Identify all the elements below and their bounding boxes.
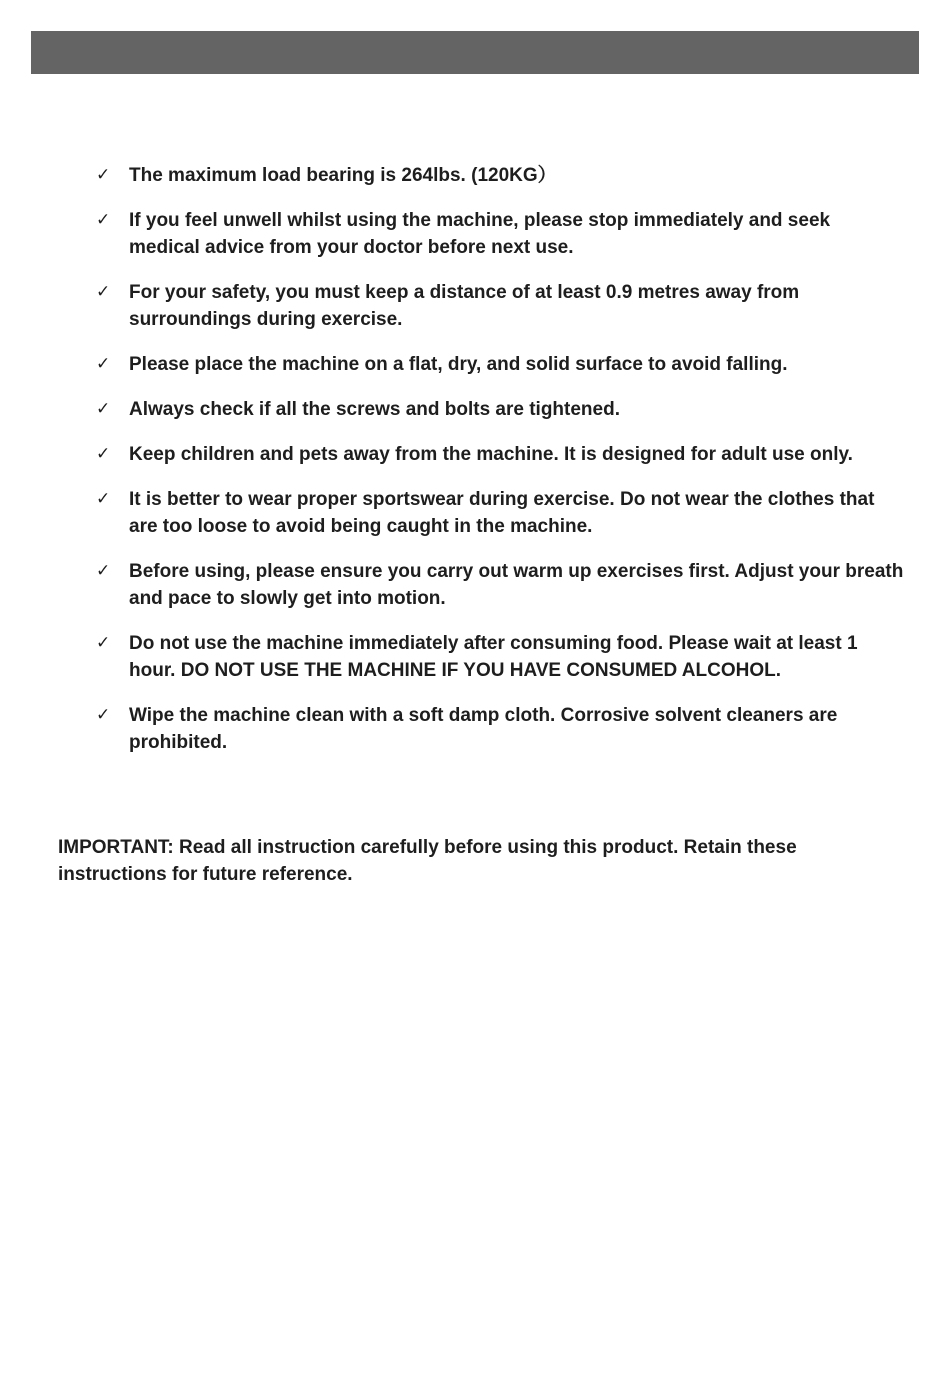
important-notice: IMPORTANT: Read all instruction carefully before using this product. Retain these instructions for future reference. xyxy=(58,837,797,885)
checklist-item xyxy=(96,279,906,333)
check-mark-icon: ✓ xyxy=(96,705,111,725)
checklist-item xyxy=(96,162,906,189)
check-mark-icon: ✓ xyxy=(96,561,111,581)
checklist-item-text: Do not use the machine immediately after consuming food. Please wait at least 1 hour. DO NOT USE THE MACHINE IF YOU HAVE CONSUMED ALCOHOL. xyxy=(129,633,858,681)
checklist-item xyxy=(96,558,906,612)
checklist-item xyxy=(96,441,906,468)
checklist-item-text: Please place the machine on a flat, dry, and solid surface to avoid falling. xyxy=(129,354,788,375)
checklist-item xyxy=(96,207,906,261)
check-mark-icon: ✓ xyxy=(96,165,111,185)
checklist-item-text: Always check if all the screws and bolts are tightened. xyxy=(129,399,620,420)
check-mark-icon: ✓ xyxy=(96,633,111,653)
checklist-item-text: If you feel unwell whilst using the machine, please stop immediately and seek medical advice from your doctor before next use. xyxy=(129,210,831,258)
checklist-item xyxy=(96,396,906,423)
header-bar xyxy=(31,31,919,74)
check-mark-icon: ✓ xyxy=(96,489,111,509)
checklist-item xyxy=(96,702,906,756)
check-mark-icon: ✓ xyxy=(96,444,111,464)
checklist-item-text: It is better to wear proper sportswear during exercise. Do not wear the clothes that are too loose to avoid being caught in the machine. xyxy=(129,489,875,537)
check-mark-icon: ✓ xyxy=(96,399,111,419)
check-mark-icon: ✓ xyxy=(96,354,111,374)
checklist-item xyxy=(96,486,906,540)
checklist-item-text: For your safety, you must keep a distance of at least 0.9 metres away from surroundings during exercise. xyxy=(129,282,800,330)
check-mark-icon: ✓ xyxy=(96,282,111,302)
checklist-item xyxy=(96,351,906,378)
check-mark-icon: ✓ xyxy=(96,210,111,230)
checklist-item-text: Wipe the machine clean with a soft damp cloth. Corrosive solvent cleaners are prohibited. xyxy=(129,705,838,753)
safety-checklist xyxy=(96,162,906,774)
checklist-item-text: Before using, please ensure you carry out warm up exercises first. Adjust your breath and pace to slowly get into motion. xyxy=(129,561,904,609)
checklist-item xyxy=(96,630,906,684)
checklist-item-text: The maximum load bearing is 264lbs. (120KG） xyxy=(129,165,557,186)
checklist-item-text: Keep children and pets away from the machine. It is designed for adult use only. xyxy=(129,444,853,465)
